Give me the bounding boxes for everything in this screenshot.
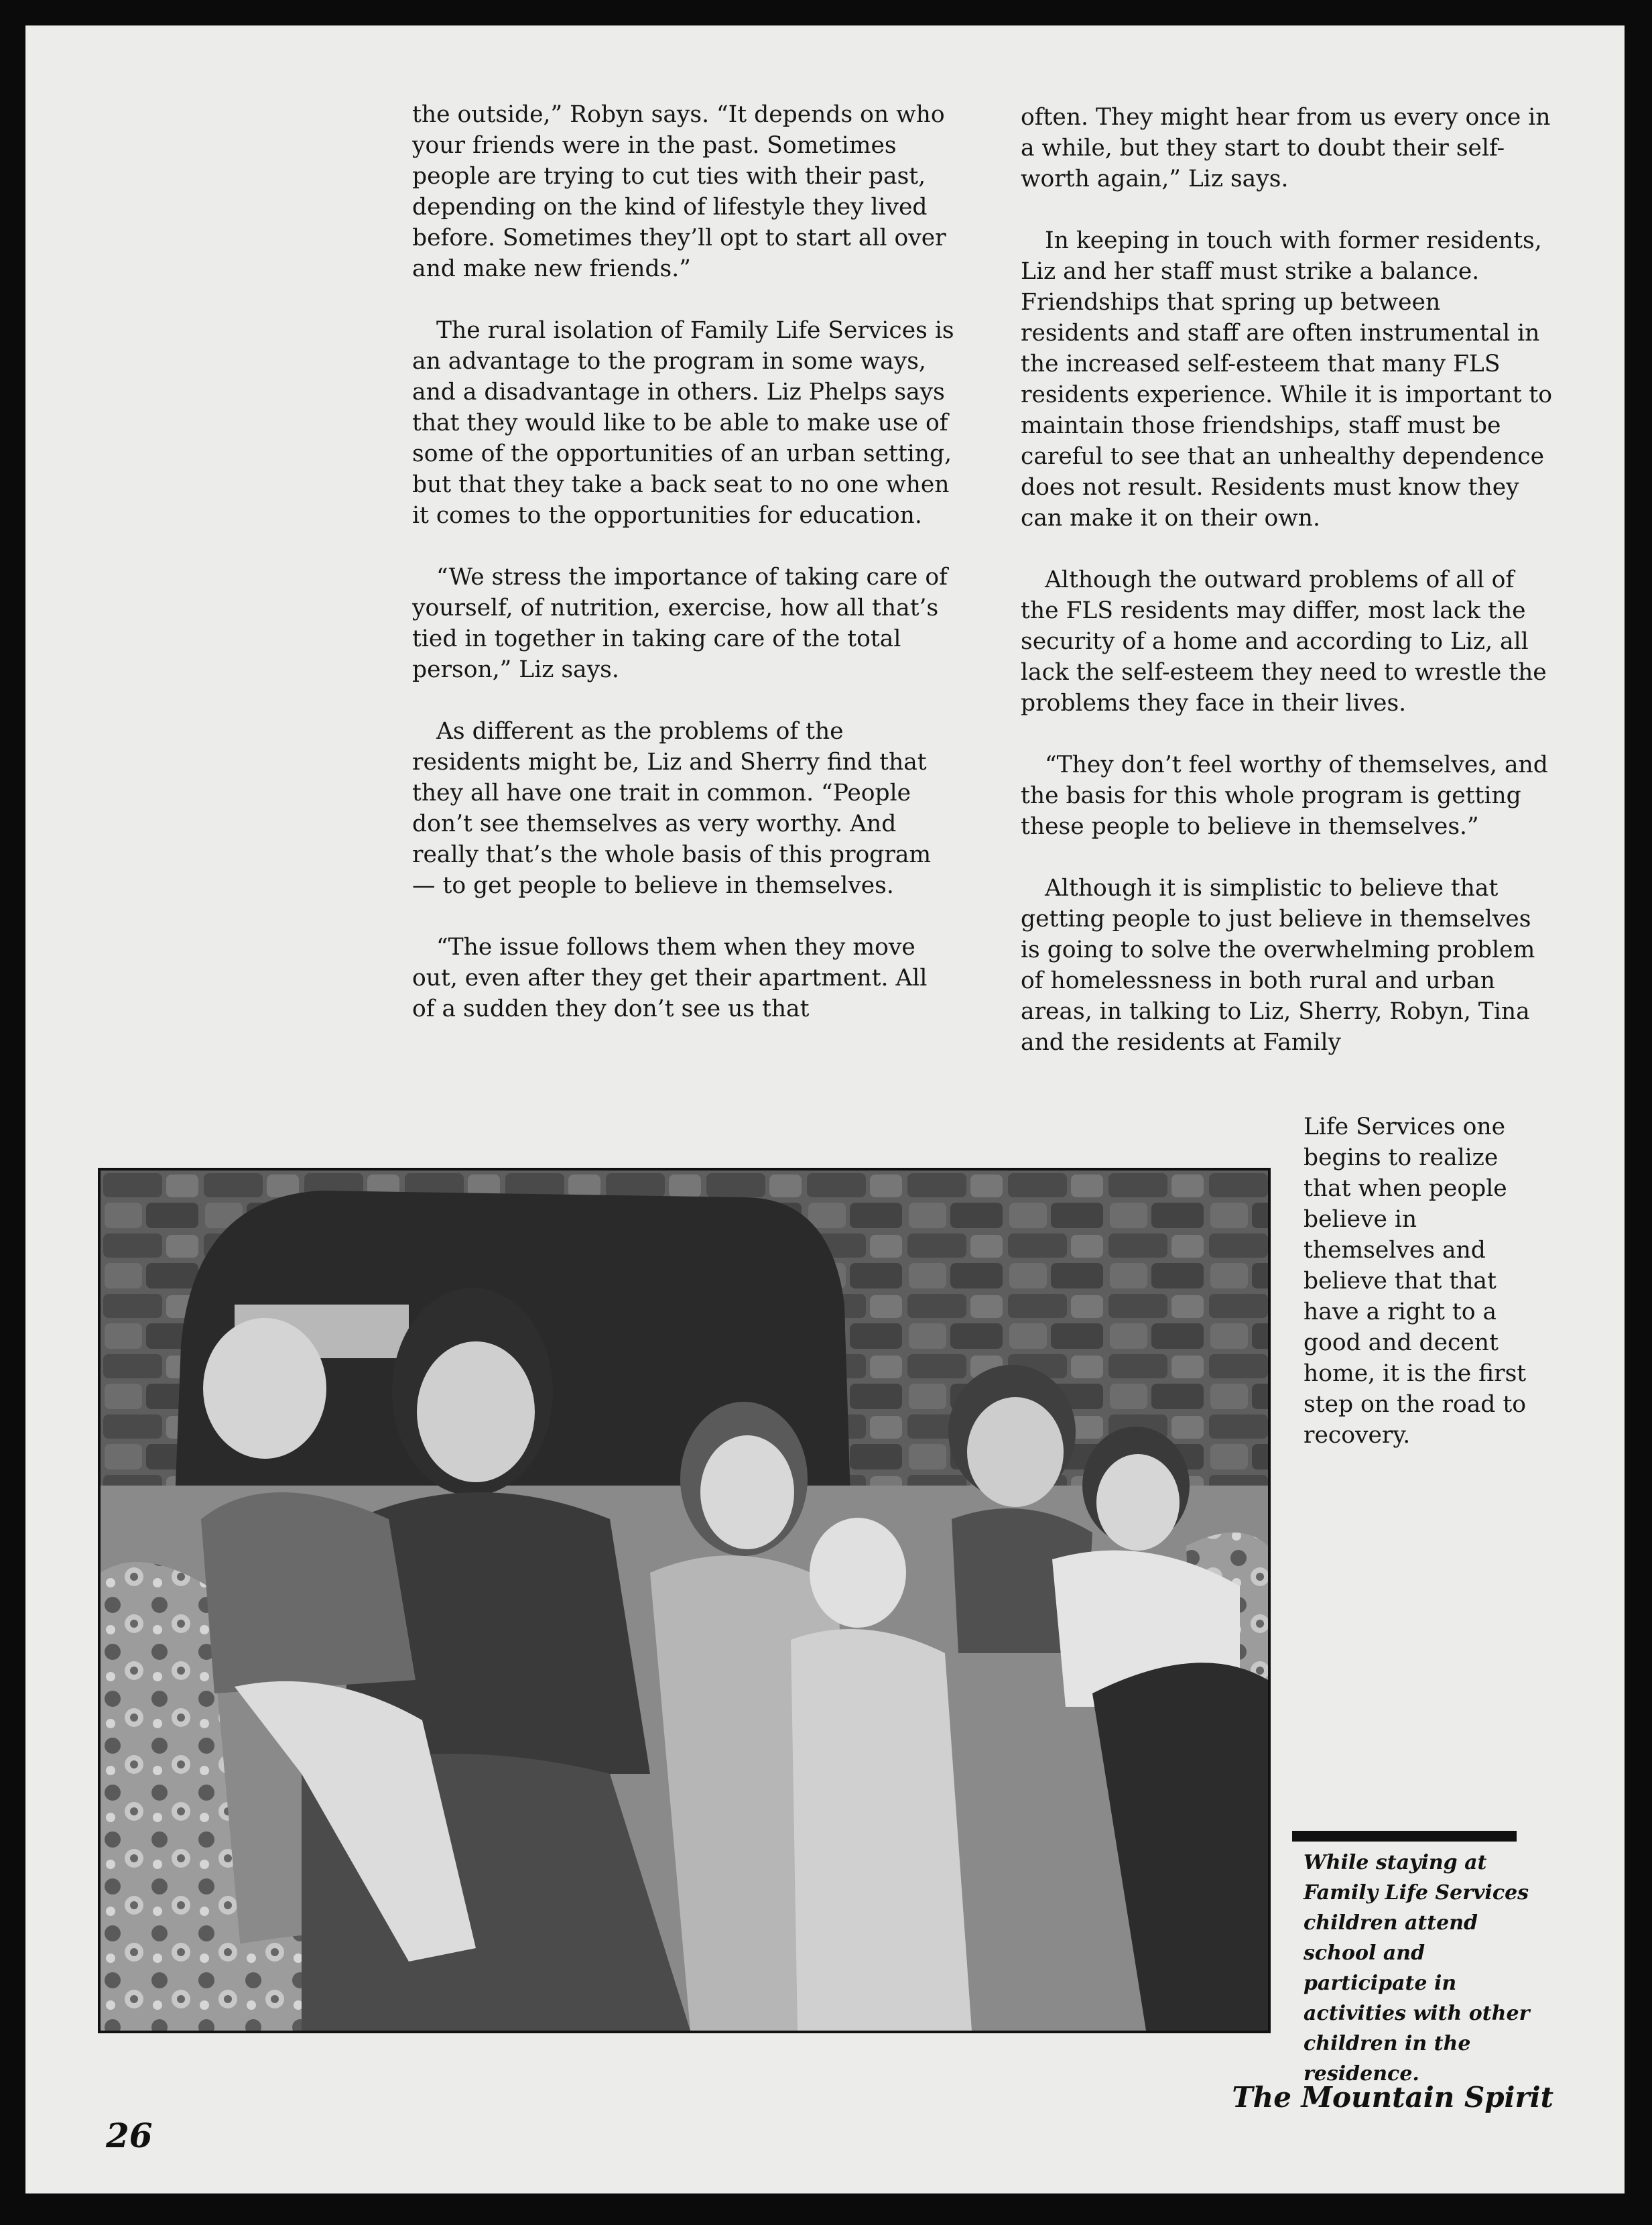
article-column-narrow	[1304, 1111, 1551, 1451]
magazine-page	[25, 25, 1625, 2193]
photo-caption: While staying at Family Life Services children attend school and participate in activities with other children in the residence.	[1304, 1851, 1530, 2086]
family-photo	[98, 1168, 1271, 2033]
page-number: 26	[106, 2116, 153, 2155]
article-paragraph: Although it is simplistic to believe that getting people to just believe in themselves is going to solve the overwhelming problem of homelessness in both rural and urban areas, in talking to Liz, Sherry, Robyn, Tina and the residents at Family	[1021, 875, 1535, 1056]
article-paragraph: Life Services one begins to realize that when people believe in themselves and believe that that have a right to a good and decent home, it is the first step on the road to recovery.	[1304, 1114, 1527, 1449]
family-photo-illustration	[101, 1170, 1268, 2031]
article-column-right	[1021, 102, 1553, 1058]
article-paragraph: “They don’t feel worthy of themselves, and the basis for this whole program is getting these people to believe in themselves.”	[1021, 751, 1548, 840]
article-paragraph: Although the outward problems of all of the FLS residents may differ, most lack the security of a home and according to Liz, all lack the self-esteem they need to wrestle the problems they face in their lives.	[1021, 566, 1547, 717]
article-paragraph: the outside,” Robyn says. “It depends on who your friends were in the past. Sometimes people are trying to cut ties with their past, depending on the kind of lifestyle they lived before. Sometimes they’ll opt to start all over and make new friends.”	[412, 101, 946, 282]
article-paragraph: often. They might hear from us every once in a while, but they start to doubt their self-worth again,” Liz says.	[1021, 104, 1551, 192]
article-paragraph: “We stress the importance of taking care of yourself, of nutrition, exercise, how all that’s tied in together in taking care of the total person,” Liz says.	[412, 564, 948, 683]
caption-rule	[1292, 1831, 1517, 1842]
article-column-left	[412, 99, 955, 1024]
article-paragraph: As different as the problems of the residents might be, Liz and Sherry find that they all have one trait in common. “People don’t see themselves as very worthy. And really that’s the whole basis of this program — to get people to believe in themselves.	[412, 718, 932, 899]
article-paragraph: “The issue follows them when they move out, even after they get their apartment. All of a sudden they don’t see us that	[412, 934, 928, 1022]
article-paragraph: In keeping in touch with former residents, Liz and her staff must strike a balance. Friendships that spring up between residents and staff are often instrumental in the increased self-esteem that many FLS residents experience. While it is important to maintain those friendships, staff must be careful to see that an unhealthy dependence does not result. Residents must know they can make it on their own.	[1021, 227, 1553, 532]
article-paragraph: The rural isolation of Family Life Services is an advantage to the program in some ways, and a disadvantage in others. Liz Phelps says that they would like to be able to make use of some of the opportunities of an urban setting, but that they take a back seat to no one when it comes to the opportunities for education.	[412, 317, 954, 529]
magazine-title: The Mountain Spirit	[1232, 2081, 1553, 2114]
